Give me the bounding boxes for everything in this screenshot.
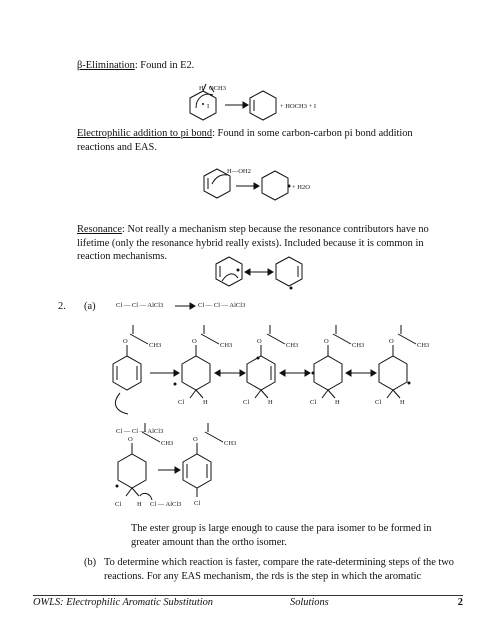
sigma-complex-1: [182, 356, 210, 390]
problem-part-b-label: (b): [84, 557, 97, 568]
ea-products-label: + H2O: [292, 184, 310, 191]
ea-carbocation: [262, 171, 288, 200]
e2-h-label: H: [199, 85, 204, 92]
sc1-o-label: O: [192, 338, 197, 345]
activation-left: Cl — Cl — AlCl3: [116, 302, 164, 309]
final-sc-h-label: H: [137, 501, 142, 508]
sc4-ch3-label: CH3: [417, 342, 430, 349]
sc4-o-label: O: [389, 338, 394, 345]
beta-elimination-text: : Found in E2.: [134, 60, 195, 71]
resonance-text: : Not really a mechanism step because the resonance contributors have no lifetime (only the resonance hybrid really exists). Included because it is common in reaction mechanisms.: [77, 224, 429, 262]
sigma-complex-final: [118, 454, 146, 488]
sc4-h-label: H: [400, 399, 405, 406]
footer-title: OWLS: Electrophilic Aromatic Substitution: [33, 597, 213, 608]
problem-part-b-text: To determine which reaction is faster, compare the rate-determining steps of the two reactions. For any EAS mechanism, the rds is the step in which the aromatic: [104, 557, 454, 582]
product-cl-label: Cl: [194, 500, 201, 507]
sc3-o-label: O: [324, 338, 329, 345]
sc4-cl-label: Cl: [375, 399, 382, 406]
footer-solutions: Solutions: [290, 597, 329, 608]
final-sc-ch3-label: CH3: [161, 440, 174, 447]
final-sc-o-label: O: [128, 436, 133, 443]
sc1-h-label: H: [203, 399, 208, 406]
product-ch3-label: CH3: [224, 440, 237, 447]
product-o-label: O: [193, 436, 198, 443]
sc1-cl-label: Cl: [178, 399, 185, 406]
page-number: 2: [457, 597, 463, 608]
base-label: Cl — AlCl3: [150, 501, 182, 508]
sc2-ch3-label: CH3: [286, 342, 299, 349]
sc1-ch3-label: CH3: [220, 342, 233, 349]
e2-i-label: I: [207, 103, 210, 110]
sc3-h-label: H: [335, 399, 340, 406]
sigma-complex-3: [314, 356, 342, 390]
problem-number: 2.: [58, 301, 66, 312]
electrophilic-addition-heading: Electrophilic addition to pi bond: [77, 128, 213, 139]
resonance-heading: Resonance: [77, 224, 123, 235]
electrophile-label: Cl — Cl — AlCl3: [116, 428, 164, 435]
ester-o-label: O: [123, 338, 128, 345]
resonance-paragraph: [77, 223, 452, 264]
ester-ch3-label: CH3: [149, 342, 162, 349]
e2-products-label: + HOCH3 + I: [280, 103, 317, 110]
para-isomer-note: The ester group is large enough to cause the para isomer to be formed in greater amount than the ortho isomer.: [131, 523, 432, 548]
sc3-cl-label: Cl: [310, 399, 317, 406]
sc2-o-label: O: [257, 338, 262, 345]
e2-och3-label: OCH3: [209, 85, 226, 92]
electrophilic-addition-text: : Found in some carbon-carbon pi bond addition reactions and EAS.: [77, 128, 413, 153]
sc2-h-label: H: [268, 399, 273, 406]
final-sc-cl-label: Cl: [115, 501, 122, 508]
beta-elimination-heading: β-Elimination: [77, 60, 135, 71]
electrophilic-addition-paragraph: [77, 127, 452, 154]
problem-part-a: (a): [84, 301, 96, 312]
page-footer: [33, 595, 463, 612]
sc2-cl-label: Cl: [243, 399, 250, 406]
sc3-ch3-label: CH3: [352, 342, 365, 349]
activation-right: Cl — Cl — AlCl3: [198, 302, 246, 309]
sigma-complex-4: [379, 356, 407, 390]
ea-h-oh2-label: H—OH2: [227, 168, 251, 175]
